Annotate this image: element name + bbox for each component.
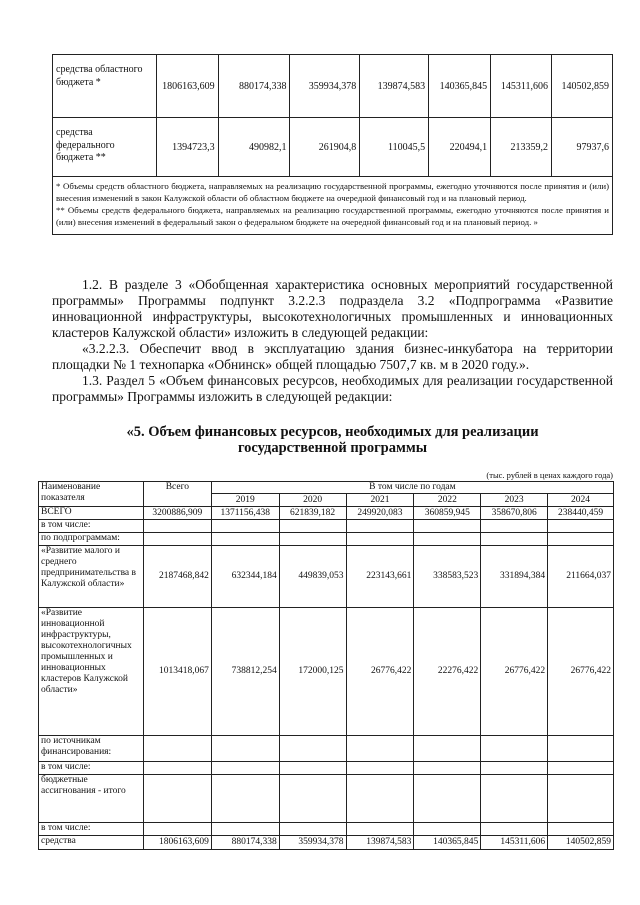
row-label: средства (39, 836, 144, 850)
table-row (39, 520, 614, 533)
footnote-1: * Объемы средств областного бюджета, направляемых на реализацию государственной программы, ежегодно уточняются после принятия и (или) внесения изменений в закон Калужской области об областном бюджете на очередной финансовый год и на плановый период. (56, 181, 609, 203)
table-cell: 110045,5 (360, 118, 429, 177)
financial-resources-table (38, 481, 614, 850)
table-cell: 2187468,842 (143, 546, 211, 608)
row-label: в том числе: (39, 762, 144, 775)
row-label: бюджетные ассигнования - итого (39, 775, 144, 823)
table-cell: 22276,422 (414, 608, 481, 736)
table-cell: 1013418,067 (143, 608, 211, 736)
row-label: в том числе: (39, 823, 144, 836)
table-cell: 358670,806 (481, 507, 548, 520)
table-row-total (39, 507, 614, 520)
paragraph-3-2-2-3: «3.2.2.3. Обеспечит ввод в эксплуатацию здания бизнес-инкубатора на территории площадки № 1 технопарка «Обнинск» общей площадью 7507,7 кв. м в 2020 году.». (52, 341, 613, 372)
header-name: Наименование показателя (39, 482, 144, 507)
table-cell: 632344,184 (211, 546, 279, 608)
table-cell: 139874,583 (346, 836, 414, 850)
heading-line-2: государственной программы (237, 440, 428, 456)
table-cell: 172000,125 (279, 608, 346, 736)
table-row (39, 762, 614, 775)
table-cell: 139874,583 (360, 55, 429, 118)
row-label: по подпрограммам: (39, 533, 144, 546)
table-cell: 1394723,3 (156, 118, 218, 177)
row-label: ВСЕГО (39, 507, 144, 520)
row-label: «Развитие малого и среднего предпринимательства в Калужской области» (39, 546, 144, 608)
units-note: (тыс. рублей в ценах каждого года) (486, 470, 613, 480)
table-cell: 490982,1 (218, 118, 290, 177)
table-row (53, 118, 613, 177)
table-row (39, 736, 614, 762)
table-cell: 140502,859 (548, 836, 614, 850)
header-year: 2021 (346, 494, 414, 507)
table-cell: 145311,606 (481, 836, 548, 850)
table-cell: 331894,384 (481, 546, 548, 608)
table-row (39, 533, 614, 546)
row-label: средства федерального бюджета ** (53, 118, 157, 177)
table-cell: 738812,254 (211, 608, 279, 736)
heading-line-1: «5. Объем финансовых ресурсов, необходимых для реализации (126, 424, 539, 440)
header-year: 2024 (548, 494, 614, 507)
table-row-subprogram-1 (39, 546, 614, 608)
table-cell: 359934,378 (279, 836, 346, 850)
table-cell: 97937,6 (551, 118, 612, 177)
table-row (53, 55, 613, 118)
section-heading (52, 424, 613, 456)
header-year: 2023 (481, 494, 548, 507)
funding-table-continued (52, 54, 613, 235)
table-cell: 360859,945 (414, 507, 481, 520)
table-row (39, 823, 614, 836)
table-row-last (39, 836, 614, 850)
header-year: 2019 (211, 494, 279, 507)
table-cell: 1371156,438 (211, 507, 279, 520)
paragraph-1-2: 1.2. В разделе 3 «Обобщенная характеристика основных мероприятий государственной программы» Программы подпункт 3.2.2.3 подраздела 3.2 «Подпрограмма «Развитие инновационной инфраструктуры, высокотехнологичных промышленных и инновационных кластеров Калужской области» изложить в следующей редакции: (52, 277, 613, 340)
table-cell: 261904,8 (290, 118, 360, 177)
table-cell: 238440,459 (548, 507, 614, 520)
table-cell: 211664,037 (548, 546, 614, 608)
header-year: 2022 (414, 494, 481, 507)
table-cell: 140365,845 (429, 55, 491, 118)
table-cell: 145311,606 (491, 55, 552, 118)
table-cell: 338583,523 (414, 546, 481, 608)
table-cell: 880174,338 (211, 836, 279, 850)
header-row (39, 482, 614, 494)
table-cell: 359934,378 (290, 55, 360, 118)
table-cell: 26776,422 (346, 608, 414, 736)
table-cell: 621839,182 (279, 507, 346, 520)
table-cell: 140365,845 (414, 836, 481, 850)
row-label: средства областного бюджета * (53, 55, 157, 118)
table-cell: 449839,053 (279, 546, 346, 608)
table-cell: 223143,661 (346, 546, 414, 608)
table-cell: 26776,422 (481, 608, 548, 736)
footnote-2: ** Объемы средств федерального бюджета, направляемых на реализацию государственной программы, ежегодно уточняются после принятия и (или) внесения изменений в федеральный закон о федеральном бюджете на очередной финансовый год и на плановый период. » (56, 205, 609, 227)
row-label: по источникам финансирования: (39, 736, 144, 762)
header-years-group: В том числе по годам (211, 482, 613, 494)
row-label: в том числе: (39, 520, 144, 533)
table-cell: 3200886,909 (143, 507, 211, 520)
table-cell: 1806163,609 (156, 55, 218, 118)
header-total: Всего (143, 482, 211, 507)
table-cell: 140502,859 (551, 55, 612, 118)
table-cell: 213359,2 (491, 118, 552, 177)
table-cell: 249920,083 (346, 507, 414, 520)
table-cell: 880174,338 (218, 55, 290, 118)
paragraph-1-3: 1.3. Раздел 5 «Объем финансовых ресурсов, необходимых для реализации государственной программы» Программы изложить в следующей редакции: (52, 373, 613, 404)
table-row (39, 775, 614, 823)
header-year: 2020 (279, 494, 346, 507)
footnotes (53, 177, 613, 235)
row-label: «Развитие инновационной инфраструктуры, высокотехнологичных промышленных и инновационных кластеров Калужской области» (39, 608, 144, 736)
table-row-subprogram-2 (39, 608, 614, 736)
table-cell: 1806163,609 (143, 836, 211, 850)
table-cell: 220494,1 (429, 118, 491, 177)
table-row (53, 177, 613, 235)
table-cell: 26776,422 (548, 608, 614, 736)
